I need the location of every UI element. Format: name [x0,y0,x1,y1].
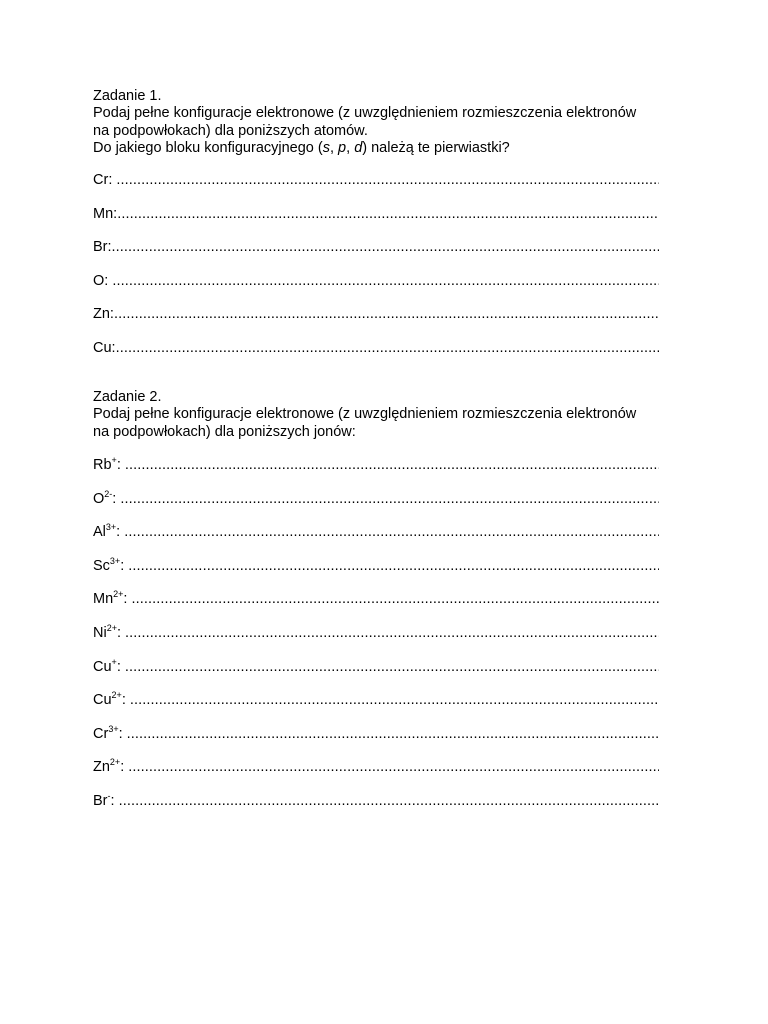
species-symbol: Zn [93,306,110,323]
species-colon: : [123,591,132,608]
answer-blank-line[interactable] [116,172,659,189]
task-1-instruction-line-3 [93,140,693,157]
species-symbol: Br [93,792,108,809]
species-label [93,273,112,290]
species-charge: + [111,455,117,465]
species-label [93,206,117,223]
answer-blank-line[interactable] [119,793,659,810]
answer-row [93,206,659,240]
species-symbol: Br [93,239,108,256]
species-colon: : [120,759,129,776]
answer-row [93,306,659,340]
task-1-instruction-line-1: Podaj pełne konfiguracje elektronowe (z uwzględnieniem rozmieszczenia elektronów [93,105,637,122]
block-d: d [354,140,363,157]
species-colon: : [108,172,117,188]
species-symbol: Al [93,524,106,541]
species-label [93,759,128,776]
species-colon: : [121,692,130,709]
species-label [93,457,125,474]
answer-blank-line[interactable] [124,524,659,541]
answer-blank-line[interactable] [131,591,659,608]
answer-blank-line[interactable] [130,692,659,709]
task-2-header [93,389,693,441]
species-charge: 2+ [109,757,121,768]
task-1-header [93,88,693,158]
answer-blank-line[interactable] [125,659,659,676]
species-colon: : [116,658,125,675]
answer-row [93,239,659,273]
species-symbol: O [93,490,105,507]
answer-row [93,340,659,374]
species-symbol: Rb [93,457,112,473]
species-charge: 2+ [111,690,122,701]
answer-row [93,555,659,592]
answer-blank-line[interactable] [128,759,659,776]
answer-row [93,692,659,726]
species-label [93,306,114,323]
species-charge: 2+ [113,589,124,600]
species-charge: 2- [104,488,113,499]
species-label [93,692,130,709]
species-symbol: Cu [93,692,112,709]
species-charge: + [111,656,117,667]
species-colon: : [116,524,125,541]
block-s: s [322,140,330,157]
answer-row [93,723,659,760]
task-2-instruction-line-1: Podaj pełne konfiguracje elektronowe (z uwzględnieniem rozmieszczenia elektronów [93,406,637,423]
answer-blank-line[interactable] [125,457,659,474]
species-label [93,524,124,541]
species-label [93,172,116,189]
answer-row [93,790,659,827]
task-1-q-suffix: ) należą te pierwiastki? [362,140,510,157]
species-symbol: Cr [93,172,109,188]
sep-1: , [329,140,339,157]
species-colon: : [109,306,114,323]
task-1-heading: Zadanie 1. [93,88,162,104]
species-symbol: O [93,272,105,289]
species-colon: : [104,272,113,289]
species-label [93,488,121,508]
species-label [93,555,129,575]
species-colon: : [111,339,116,356]
species-colon: : [120,557,129,574]
species-label [93,723,127,743]
answer-row [93,524,659,558]
species-colon: : [107,239,112,256]
species-symbol: Mn [93,205,114,222]
answer-blank-line[interactable] [127,726,659,743]
answer-row [93,759,659,793]
species-colon: : [118,725,127,742]
species-colon: : [116,457,125,473]
answer-blank-line[interactable] [112,273,659,290]
answer-blank-line[interactable] [125,625,659,642]
species-charge: 3+ [105,522,117,533]
species-charge: 3+ [109,555,121,566]
species-colon: : [112,490,121,507]
species-symbol: Ni [93,624,107,641]
answer-blank-line[interactable] [120,491,659,508]
species-charge: 3+ [108,723,119,734]
answer-row [93,656,659,693]
task-1-instruction-line-2: na podpowłokach) dla poniższych atomów. [93,122,368,139]
species-symbol: Zn [93,759,110,776]
species-symbol: Cr [93,725,109,742]
species-label [93,239,112,256]
task-2-instruction-line-2: na podpowłokach) dla poniższych jonów: [93,423,356,440]
answer-blank-line[interactable] [114,306,659,323]
answer-row [93,457,659,491]
answer-row [93,273,659,307]
species-label [93,656,125,676]
answer-blank-line[interactable] [112,239,659,256]
species-label [93,790,119,810]
task-1-q-prefix: Do jakiego bloku konfiguracyjnego ( [93,140,323,157]
species-charge: - [107,790,111,801]
species-symbol: Cu [93,339,112,356]
sep-2: , [346,140,355,157]
answer-row [93,488,659,525]
task-2-heading: Zadanie 2. [93,389,162,405]
answer-row [93,172,659,206]
task-1-answer-list [93,172,659,374]
species-colon: : [110,792,119,809]
answer-row [93,622,659,659]
block-p: p [338,140,347,157]
answer-blank-line[interactable] [116,340,659,357]
species-colon: : [116,624,126,641]
species-label [93,591,131,608]
species-symbol: Cu [93,658,112,675]
answer-blank-line[interactable] [128,558,659,575]
answer-row [93,591,659,625]
species-symbol: Sc [93,557,110,574]
species-label [93,340,116,357]
species-label [93,622,126,642]
species-colon: : [113,205,118,222]
species-symbol: Mn [93,591,114,608]
answer-blank-line[interactable] [117,206,659,223]
task-2-answer-list [93,457,659,827]
species-charge: 2+ [106,622,117,633]
